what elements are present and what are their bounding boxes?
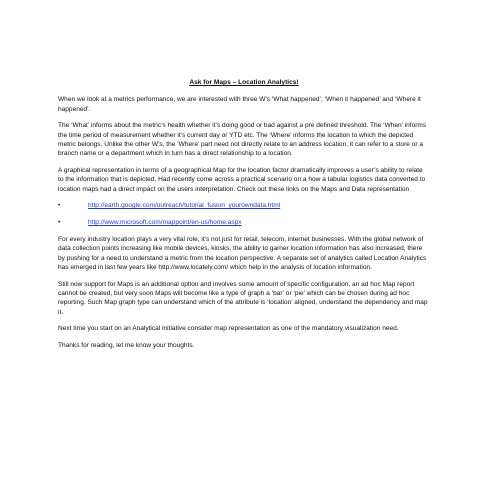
- link-google-earth[interactable]: http://earth.google.com/outreach/tutorial_fusion_yourowndata.html: [88, 202, 281, 210]
- paragraph-intro: When we look at a metrics performance, we are interested with three W’s ‘What happened’, ‘When it happened’ and ‘Where it happened’.: [58, 96, 421, 113]
- link-microsoft-mappoint[interactable]: http://www.microsoft.com/mappoint/en-us/home.aspx: [88, 219, 242, 227]
- paragraph-thanks: Thanks for reading, let me know your thoughts.: [58, 342, 195, 350]
- link-list: [58, 201, 430, 227]
- bullet-icon: •: [58, 202, 61, 210]
- list-item: [58, 218, 430, 227]
- document-title: Ask for Maps – Location Analytics!: [189, 79, 299, 86]
- paragraph-maps-support: Still now support for Maps is an additional option and involves some amount of specific configuration, an ad hoc Map report cannot be created, but very soon Maps will become like a type of graph a ‘bar’ or ‘pie’ which can be chosen during ad hoc reporting. Such Map graph type can understand which of the attribute is ‘location’ aligned, understand the dependency and map it.: [58, 280, 428, 316]
- paragraph-next-time: Next time you start on an Analytical initiative consider map representation as one of the mandatory visualization need.: [58, 325, 399, 333]
- list-item: [58, 201, 430, 210]
- bullet-icon: •: [58, 219, 61, 227]
- paragraph-industry-location: For every industry location plays a very vital role, it’s not just for retail, telecom, internet businesses. With the global network of data collection points increasing like mobile devices, kiosks, the ability to garner location information has also increased, there by pushing for a need to understand a metric from the location perspective. A separate set of analytics called Location Analytics has emerged in last few years like http://www.locately.com/ which help in the analysis of location information.: [58, 236, 427, 271]
- paragraph-graphical-representation: A graphical representation in terms of a geographical Map for the location factor dramatically improves a user’s ability to relate to the information that is depicted. Had recently come across a practical scenario on a how a tabular logistics data converted to location maps had a direct impact on the users interpretation. Check out these links on the Maps and Data representation: [58, 167, 426, 193]
- document-page: [58, 78, 430, 358]
- paragraph-what-when-where: The ‘What’ informs about the metric’s health whether it’s doing good or bad against a pre defined threshold. The ‘When’ informs the time period of measurement whether it’s current day or YTD etc. The ‘Where’ informs the location to which the depicted metric belongs. Unlike the other W’s, the ‘Where’ part need not directly relate to an address location, it can refer to a store or a branch name or a department which in turn has a direct relationship to a location.: [58, 122, 427, 158]
